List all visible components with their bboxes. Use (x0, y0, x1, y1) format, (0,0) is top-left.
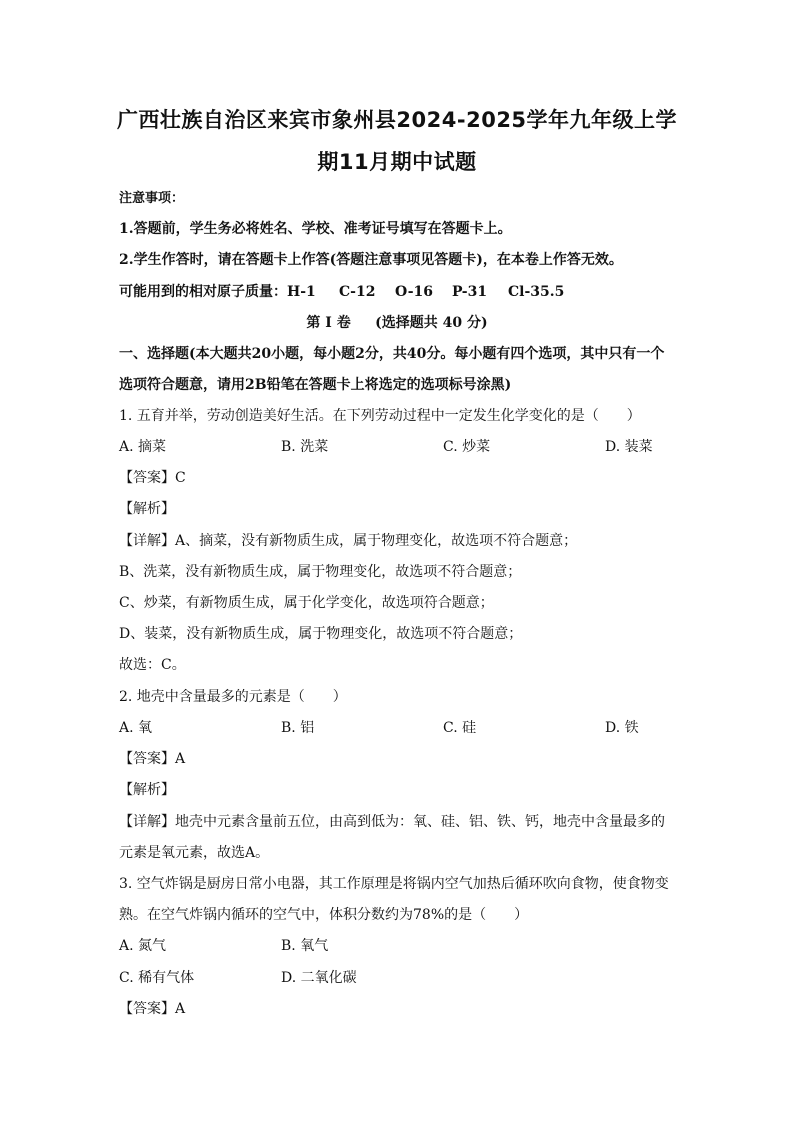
question-1-detail-line-1: 【详解】A、摘菜，没有新物质生成，属于物理变化，故选项不符合题意； (119, 533, 578, 549)
question-2-analysis-label: 【解析】 (119, 782, 175, 798)
question-1-stem: 1. 五育并举，劳动创造美好生活。在下列劳动过程中一定发生化学变化的是（ ） (119, 408, 641, 424)
question-1-option-c: C. 炒菜 (443, 439, 491, 455)
question-3-option-c: C. 稀有气体 (119, 970, 195, 986)
section-intro-line-1: 一、选择题(本大题共20小题，每小题2分，共40分。每小题有四个选项，其中只有一个 (119, 346, 665, 362)
exam-title-line-1: 广西壮族自治区来宾市象州县2024-2025学年九年级上学 (116, 108, 678, 132)
question-2-answer: 【答案】A (119, 751, 186, 767)
question-1-detail-line-5: 故选：C。 (119, 657, 186, 673)
volume-heading: 第 I 卷 (选择题共 40 分) (306, 315, 488, 331)
question-2-option-c: C. 硅 (443, 720, 477, 736)
atomic-mass-p: P-31 (452, 284, 488, 300)
notice-item-2: 2.学生作答时，请在答题卡上作答(答题注意事项见答题卡)，在本卷上作答无效。 (119, 252, 623, 268)
question-1-detail-line-4: D、装菜，没有新物质生成，属于物理变化，故选项不符合题意； (119, 626, 523, 642)
question-1-detail-line-2: B、洗菜，没有新物质生成，属于物理变化，故选项不符合题意； (119, 564, 522, 580)
question-2-option-a: A. 氧 (119, 720, 153, 736)
atomic-mass-label: 可能用到的相对原子质量： (119, 284, 287, 300)
question-2-detail-line-1: 【详解】地壳中元素含量前五位，由高到低为：氧、硅、铝、铁、钙，地壳中含量最多的 (119, 814, 665, 830)
question-3-option-d: D. 二氧化碳 (281, 970, 357, 986)
question-3-answer: 【答案】A (119, 1001, 186, 1017)
question-1-detail-line-3: C、炒菜，有新物质生成，属于化学变化，故选项符合题意； (119, 595, 494, 611)
notice-item-1: 1.答题前，学生务必将姓名、学校、准考证号填写在答题卡上。 (119, 221, 512, 237)
atomic-mass-c: C-12 (339, 284, 376, 300)
atomic-mass-cl: Cl-35.5 (508, 284, 565, 300)
question-1-option-a: A. 摘菜 (119, 439, 167, 455)
question-3-option-b: B. 氧气 (281, 938, 329, 954)
atomic-mass-h: H-1 (287, 284, 316, 300)
question-1-analysis-label: 【解析】 (119, 501, 175, 517)
question-2-option-b: B. 铝 (281, 720, 315, 736)
question-3-stem-line-2: 熟。在空气炸锅内循环的空气中，体积分数约为78%的是（ ） (119, 907, 529, 923)
question-1-option-b: B. 洗菜 (281, 439, 329, 455)
question-2-detail-line-2: 元素是氧元素，故选A。 (119, 845, 270, 861)
notice-header: 注意事项： (119, 191, 185, 206)
atomic-mass-o: O-16 (395, 284, 434, 300)
question-1-option-d: D. 装菜 (605, 439, 653, 455)
question-1-answer: 【答案】C (119, 470, 186, 486)
question-2-stem: 2. 地壳中含量最多的元素是（ ） (119, 689, 347, 705)
atomic-mass-line (119, 281, 564, 301)
question-3-option-a: A. 氮气 (119, 938, 167, 954)
question-2-option-d: D. 铁 (605, 720, 639, 736)
exam-title-line-2: 期11月期中试题 (317, 150, 477, 174)
section-intro-line-2: 选项符合题意，请用2B铅笔在答题卡上将选定的选项标号涂黑) (119, 377, 512, 393)
question-3-stem-line-1: 3. 空气炸锅是厨房日常小电器，其工作原理是将锅内空气加热后循环吹向食物，使食物变 (119, 876, 669, 892)
